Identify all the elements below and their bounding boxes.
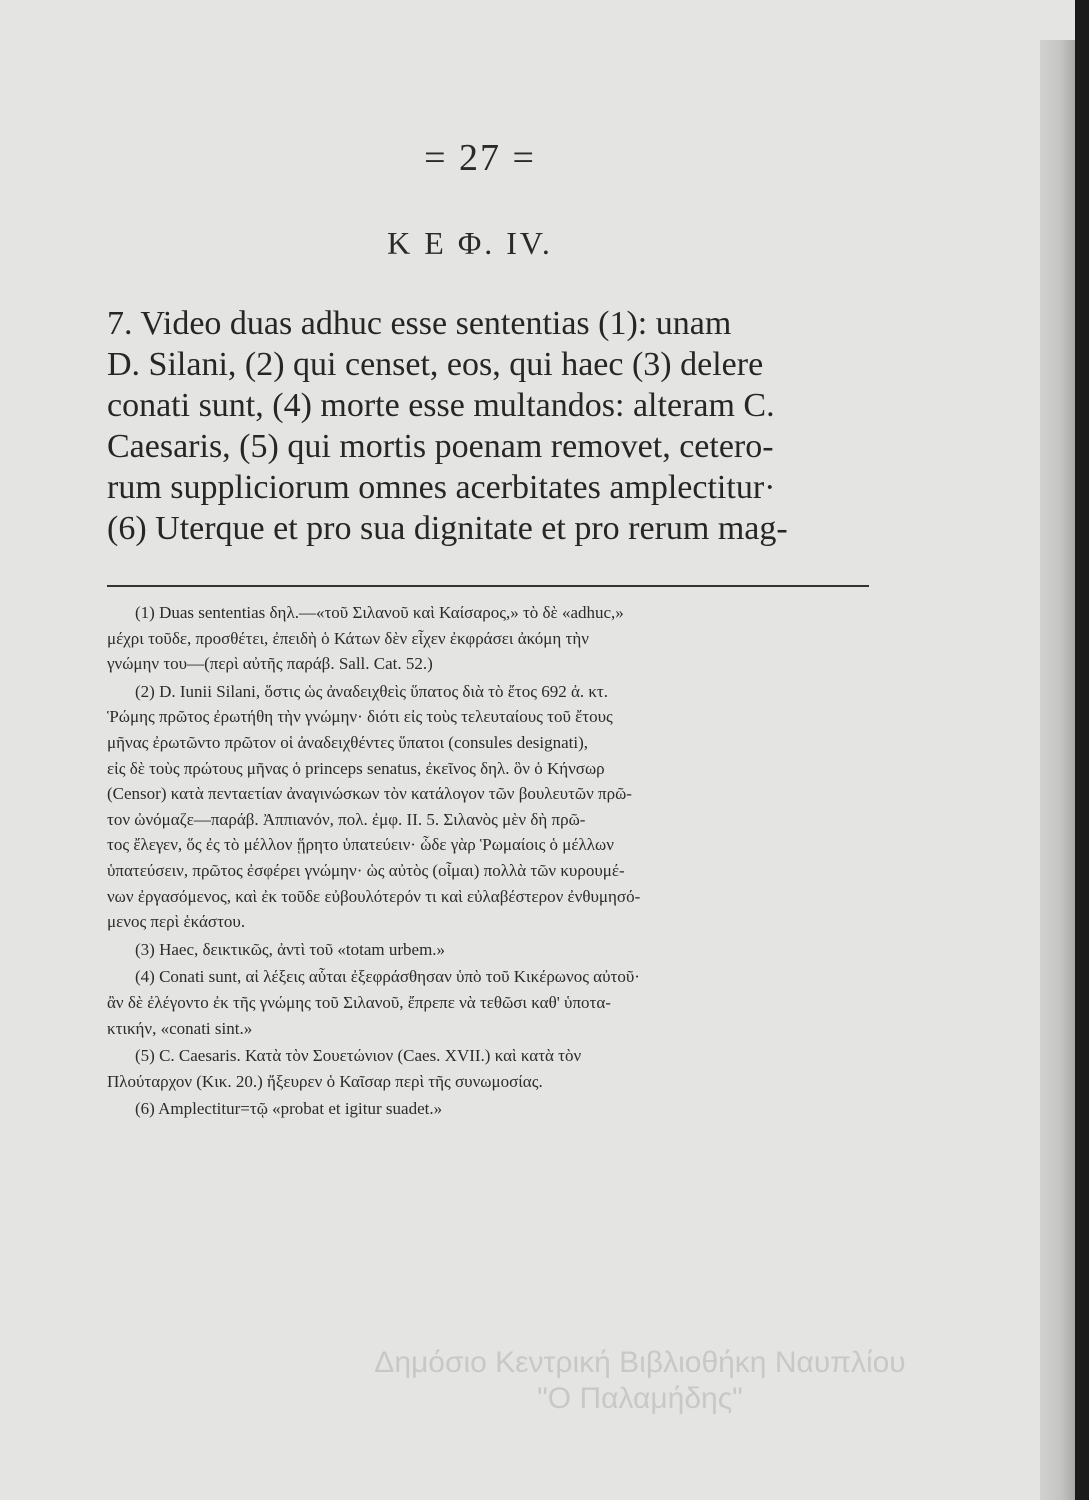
footnotes xyxy=(107,600,869,1122)
main-text-line: rum suppliciorum omnes acerbitates amplectitur· xyxy=(107,469,776,506)
footnote-line: (5) C. Caesaris. Κατὰ τὸν Σουετώνιον (Caes. XVII.) καὶ κατὰ τὸν xyxy=(135,1046,582,1066)
chapter-title: Κ Ε Φ. IV. xyxy=(387,225,553,261)
footnote-line: (6) Amplectitur=τῷ «probat et igitur suadet.» xyxy=(135,1099,443,1119)
footnote-line: τον ὠνόμαζε—παράβ. Ἀππιανόν, πολ. ἐμφ. II. 5. Σιλανὸς μὲν δὴ πρῶ- xyxy=(107,809,586,829)
watermark-line: Δημόσιο Κεντρική Βιβλιοθήκη Ναυπλίου xyxy=(374,1346,906,1379)
main-text-line: (6) Uterque et pro sua dignitate et pro rerum mag- xyxy=(107,510,788,547)
footnote-line: μῆνας ἐρωτῶντο πρῶτον οἱ ἀναδειχθέντες ὕπατοι (consules designati), xyxy=(107,732,589,752)
footnote-line: νων ἐργασόμενος, καὶ ἐκ τοῦδε εὐβουλότερόν τι καὶ εὐλαβέστερον ἐνθυμησό- xyxy=(107,886,641,906)
footnote-line: τος ἔλεγεν, ὅς ἐς τὸ μέλλον ᾕρητο ὑπατεύειν· ὧδε γὰρ Ῥωμαίοις ὁ μέλλων xyxy=(107,835,614,855)
footnote-line: (1) Duas sententias δηλ.—«τοῦ Σιλανοῦ καὶ Καίσαρος,» τὸ δὲ «adhuc,» xyxy=(135,603,624,622)
main-text-line: D. Silani, (2) qui censet, eos, qui haec (3) delere xyxy=(107,346,764,383)
page-number: = 27 = xyxy=(424,137,536,179)
footnote-line: Ῥώμης πρῶτος ἐρωτήθη τὴν γνώμην· διότι εἰς τοὺς τελευταίους τοῦ ἔτους xyxy=(107,707,613,727)
footnote-line: γνώμην του—(περὶ αὐτῆς παράβ. Sall. Cat. 52.) xyxy=(107,654,433,674)
main-text-line: Caesaris, (5) qui mortis poenam removet, cetero- xyxy=(107,428,774,465)
page-edge xyxy=(1040,40,1075,1500)
footnote-line: εἰς δὲ τοὺς πρώτους μῆνας ὁ princeps senatus, ἐκεῖνος δηλ. ὃν ὁ Κήνσωρ xyxy=(107,758,605,778)
footnote-divider xyxy=(107,585,869,587)
main-text-line: 7. Video duas adhuc esse sententias (1): unam xyxy=(107,305,732,342)
footnote-line: (2) D. Iunii Silani, ὅστις ὡς ἀναδειχθεὶς ὕπατος διὰ τὸ ἔτος 692 ἀ. κτ. xyxy=(135,681,609,701)
footnote-line: (4) Conati sunt, αἱ λέξεις αὗται ἐξεφράσθησαν ὑπὸ τοῦ Κικέρωνος αὐτοῦ· xyxy=(135,967,640,987)
main-text xyxy=(107,303,867,549)
footnote-line: μέχρι τοῦδε, προσθέτει, ἐπειδὴ ὁ Κάτων δὲν εἶχεν ἐκφράσει ἀκόμη τὴν xyxy=(107,628,589,648)
footnote-line: Πλούταρχον (Κικ. 20.) ἤξευρεν ὁ Καῖσαρ περὶ τῆς συνωμοσίας. xyxy=(107,1071,543,1091)
footnote-line: κτικήν, «conati sint.» xyxy=(107,1018,253,1038)
footnote-line: μενος περὶ ἑκάστου. xyxy=(107,912,246,932)
main-text-line: conati sunt, (4) morte esse multandos: alteram C. xyxy=(107,387,775,424)
watermark-line: "Ο Παλαμήδης" xyxy=(537,1382,743,1415)
footnote-line: (Censor) κατὰ πενταετίαν ἀναγινώσκων τὸν κατάλογον τῶν βουλευτῶν πρῶ- xyxy=(107,784,632,804)
footnote-line: ἂν δὲ ἐλέγοντο ἐκ τῆς γνώμης τοῦ Σιλανοῦ, ἔπρεπε νὰ τεθῶσι καθ' ὑποτα- xyxy=(107,992,611,1012)
footnote-line: (3) Haec, δεικτικῶς, ἀντὶ τοῦ «totam urbem.» xyxy=(135,939,446,959)
footnote-line: ὑπατεύσειν, πρῶτος ἐσφέρει γνώμην· ὡς αὐτὸς (οἶμαι) πολλὰ τῶν κυρουμέ- xyxy=(107,860,625,880)
library-watermark xyxy=(210,1345,1070,1417)
